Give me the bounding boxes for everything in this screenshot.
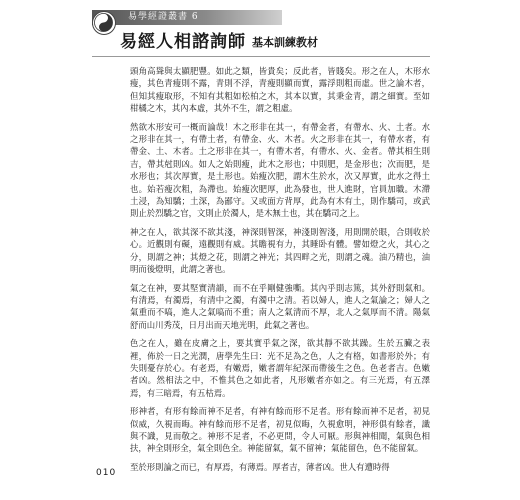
book-title: 易經人相諮詢師 — [120, 32, 246, 52]
header-divider — [92, 56, 430, 57]
yin-yang-logo-icon — [92, 11, 116, 35]
paragraph: 色之在人，雖在皮膚之上，要其實乎氣之深，欲其靜不欲其躁。生於五臟之表裡，佈於一日之光潤，唐學先生曰：光不足為之色，人之有格，如書形於外；有失則憂存於心。有老焉，有嫩焉，嫩者謂年紀深而帶後生之色。色老者吉。色嫩者凶。然相法之中，不惟其色之如此者，凡形嫩者亦如之。有三光焉，有五澤焉，有三暗焉，有五枯焉。 — [130, 338, 430, 398]
paragraph: 至於形則論之而已，有厚焉，有薄焉。厚者吉，薄者凶。世人有遭時得 — [130, 461, 390, 472]
book-subtitle: 基本訓練教材 — [252, 36, 318, 49]
paragraph: 頭角高聳與太顯肥豐。如此之類，皆貴矣；反此者，皆賤矣。形之在人，木形水瘦，其色青瘦則不露，青則不浮，青瘦則顯而實，露浮則粗而虛。世之論木者，但知其瘦取形，不知有其粗如松柏之木，其本以實，其秉金青，謂之細實。至如柑橘之木，其內本虛，其外不生，謂之粗虛。 — [130, 66, 430, 114]
paragraph: 形神者，有形有餘而神不足者，有神有餘而形不足者。形有餘而神不足者，初見似威，久視而晦。神有餘而形不足者，初見似晦，久視愈明，神形俱有餘者，識與不識，見而敬之。神形不足者，不必更問，令人可厭。形與神相聞，氣與色相扶，神全則形全，氣全則色全。神能留氣，氣不留神；氣能留色，色不能留氣。 — [130, 406, 430, 454]
body-text — [130, 65, 430, 473]
series-label: 易學經證叢書 6 — [128, 12, 199, 22]
paragraph: 氣之在神，要其堅實清韻，而不在乎剛健強嘶。其內乎則志篤，其外舒則氣和。有清焉，有濁焉，有清中之濁，有濁中之清。若以婦人，進人之氣論之；婦人之氣重而不嗃，進人之氣嗃而不重；南人之氣清而不厚，北人之氣厚而不清。陽氣舒而山川秀茂，日月出而天地光明，此氣之著也。 — [130, 282, 430, 330]
paragraph: 然欲木形安可一概而論哉！木之形非在其一，有帶金者，有帶水、火、土者。水之形非在其一，有帶土者，有帶金、火、木者。火之形非在其一，有帶水者，有帶金、土、木者。土之形非在其一，有帶木者，有帶水、火、金者。帶其相生則吉，帶其尅則凶。如人之始則瘦，此木之形也；中則肥，是金形也；次而肥，是水形也；其次厚實，是土形也。始瘦次肥，謂木生於水，次又厚實，此水之得土也。始若瘦次粗，為滯也。始瘦次肥厚，此為發也，世人進財，官員加職。木滯土浸，為知驕；土深，為鄙守。又或面方背厚，此為有木有土，則作驕司，或武則止於烈驕之官，文則止於濁人，是木無土也，其在驕司之上。 — [130, 121, 430, 219]
paragraph: 神之在人，欲其深不欲其淺，神深則智深，神淺則智淺，用則開於眼，合則收於心。近觀則有礙，遠觀則有威。其瞻視有力，其睡卧有體。譬如燈之火，其心之分，則謂之神；其燈之花，則謂之神光；其四畔之光，則謂之魂。油乃精也，油明而後燈明，此謂之著也。 — [130, 226, 430, 275]
page-number: 010 — [96, 468, 117, 478]
